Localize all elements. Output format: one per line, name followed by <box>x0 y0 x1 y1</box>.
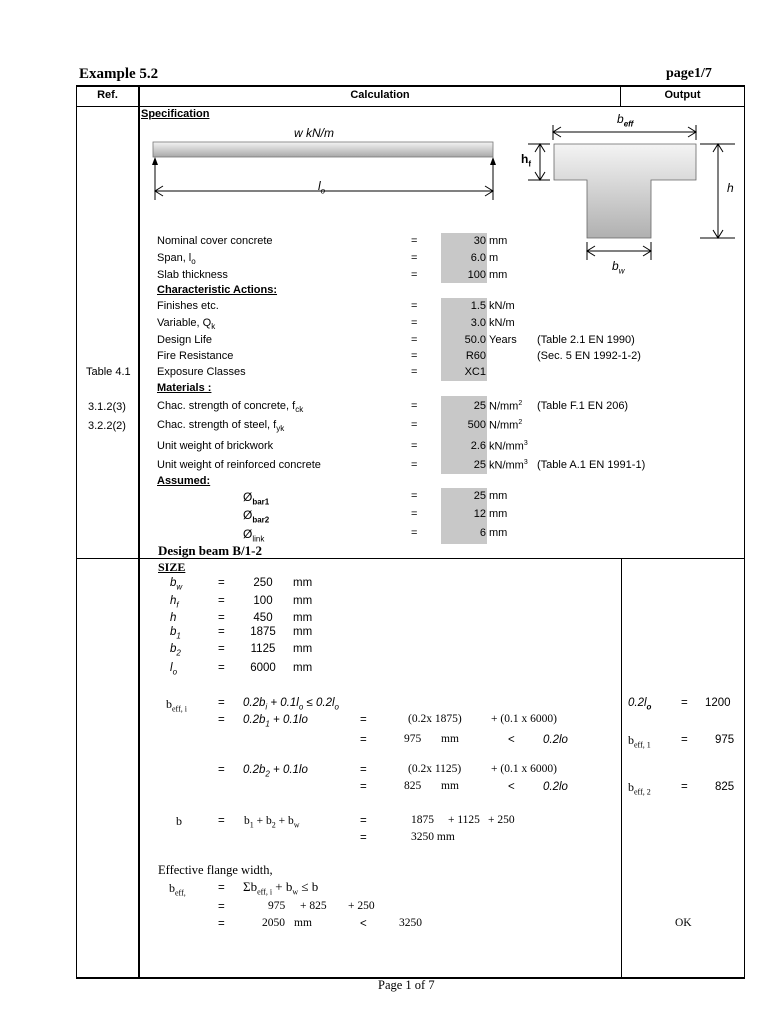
page-indicator: page1/7 <box>666 66 712 81</box>
bw-label: $b_w$ <box>612 259 625 276</box>
beff1-subst2: + (0.1 x 6000) <box>491 713 557 725</box>
param-value: 1.5 <box>470 300 486 312</box>
param-eq: = <box>411 252 418 264</box>
size-eq: = <box>218 662 225 674</box>
bar-unit: mm <box>489 508 508 520</box>
beff-result: 2050 <box>262 917 285 929</box>
param-eq: = <box>411 400 418 412</box>
param-eq: = <box>411 440 418 452</box>
out-beff1-val: 975 <box>715 734 735 746</box>
out-ok: OK <box>675 917 692 929</box>
param-unit: $kN/mm^3$ <box>489 440 528 453</box>
eq-9: = <box>360 815 367 827</box>
param-eq: = <box>411 459 418 471</box>
beff1-subst: (0.2x 1875) <box>408 713 462 725</box>
bar-value: 12 <box>473 508 486 520</box>
size-symbol: $h_f$ <box>170 595 179 610</box>
size-value: 6000 <box>250 662 276 674</box>
eq-12: = <box>218 901 225 913</box>
param-label: Fire Resistance <box>157 350 234 362</box>
param-note: (Table 2.1 EN 1990) <box>537 334 635 346</box>
output-header: Output <box>664 89 701 101</box>
eq-8: = <box>218 815 225 827</box>
size-unit: mm <box>293 577 313 589</box>
size-eq: = <box>218 595 225 607</box>
beff-formula: $\Sigma b_{eff, i} + b_w \le b$ <box>243 879 319 897</box>
out-lim-label: $0.2l_o$ <box>628 697 652 712</box>
size-symbol: h <box>170 612 177 624</box>
param-eq: = <box>411 350 418 362</box>
out-eq-1: = <box>681 697 688 709</box>
param-unit: m <box>489 252 499 264</box>
beff2-unit: mm <box>441 780 459 792</box>
out-eq-3: = <box>681 781 688 793</box>
eq-7: = <box>360 781 367 793</box>
bar-eq: = <box>411 490 418 502</box>
param-eq: = <box>411 300 418 312</box>
span-label: $l_o$ <box>318 179 326 196</box>
spec-heading: Specification <box>141 108 210 120</box>
size-value: 450 <box>253 612 273 624</box>
bar-eq: = <box>411 527 418 539</box>
param-note: (Sec. 5 EN 1992-1-2) <box>537 350 641 362</box>
param-label: Finishes etc. <box>157 300 219 312</box>
eq-13: = <box>218 918 225 930</box>
size-eq: = <box>218 577 225 589</box>
out-eq-2: = <box>681 734 688 746</box>
ref-header: Ref. <box>97 89 118 101</box>
lt-3: < <box>360 918 367 930</box>
param-note: (Table A.1 EN 1991-1) <box>537 459 646 471</box>
size-symbol: $b_1$ <box>170 626 181 641</box>
page-footer: Page 1 of 7 <box>378 978 435 992</box>
beff-result-unit: mm <box>294 917 312 929</box>
param-value: XC1 <box>464 366 486 378</box>
size-symbol: $l_o$ <box>170 662 178 677</box>
param-eq: = <box>411 334 418 346</box>
param-value: 25 <box>473 400 486 412</box>
out-beff1-label: $b_{eff, 1}$ <box>628 733 651 750</box>
param-label: Nominal cover concrete <box>157 235 273 247</box>
b-subst3: + 250 <box>488 814 515 826</box>
param-value: 6.0 <box>470 252 486 264</box>
beff-compare: 3250 <box>399 917 422 929</box>
t-section-diagram <box>520 110 750 265</box>
eq-6: = <box>360 764 367 776</box>
h-label: h <box>727 181 734 195</box>
beff-sum3: + 250 <box>348 900 375 912</box>
size-value: 100 <box>253 595 273 607</box>
eq-5: = <box>218 764 225 776</box>
beff-sum2: + 825 <box>300 900 327 912</box>
param-label: Slab thickness <box>157 269 228 281</box>
size-heading: SIZE <box>158 560 186 574</box>
hf-label: $h_f$ <box>521 152 532 169</box>
param-note: (Table F.1 EN 206) <box>537 400 629 412</box>
load-label: w kN/m <box>294 126 334 140</box>
param-label: Design Life <box>157 334 213 346</box>
ref-3-2-2: 3.2.2(2) <box>88 420 126 432</box>
out-beff2-val: 825 <box>715 781 735 793</box>
bar-eq: = <box>411 508 418 520</box>
size-symbol: $b_2$ <box>170 643 181 658</box>
ref-3-1-2: 3.1.2(3) <box>88 401 126 413</box>
eq-1: = <box>218 697 225 709</box>
actions-heading: Characteristic Actions: <box>157 284 278 296</box>
param-value: 2.6 <box>470 440 486 452</box>
beff-label-calc: $b_{eff,}$ <box>169 881 186 898</box>
param-value: 100 <box>467 269 486 281</box>
size-eq: = <box>218 612 225 624</box>
b-result: 3250 mm <box>411 831 455 843</box>
param-eq: = <box>411 235 418 247</box>
beffi-formula: $0.2b_i + 0.1l_o \le 0.2l_o$ <box>243 697 339 712</box>
param-eq: = <box>411 366 418 378</box>
size-value: 1125 <box>250 643 276 655</box>
eff-heading: Effective flange width, <box>158 863 273 877</box>
param-unit: mm <box>489 235 508 247</box>
param-label: Span, $l_o$ <box>157 252 196 267</box>
beff1-result: 975 <box>404 733 422 745</box>
size-unit: mm <box>293 612 313 624</box>
size-unit: mm <box>293 643 313 655</box>
bar-value: 6 <box>479 527 486 539</box>
param-label: Unit weight of reinforced concrete <box>157 459 321 471</box>
lim-2: 0.2lo <box>543 781 568 793</box>
out-lim-val: 1200 <box>705 697 731 709</box>
param-value: 25 <box>473 459 486 471</box>
size-value: 1875 <box>250 626 276 638</box>
b-label: b <box>176 814 182 828</box>
param-eq: = <box>411 269 418 281</box>
eq-10: = <box>360 832 367 844</box>
beff2-subst: (0.2x 1125) <box>408 763 462 775</box>
beffi-label: $b_{eff, i}$ <box>166 697 187 714</box>
beff1-unit: mm <box>441 733 459 745</box>
beff2-subst2: + (0.1 x 6000) <box>491 763 557 775</box>
param-unit: mm <box>489 269 508 281</box>
beff2-result: 825 <box>404 780 422 792</box>
size-unit: mm <box>293 595 313 607</box>
eq-11: = <box>218 882 225 894</box>
param-unit: $N/mm^2$ <box>489 419 523 432</box>
calc-header: Calculation <box>350 89 410 101</box>
param-unit: $N/mm^2$ <box>489 400 523 413</box>
param-unit: Years <box>489 334 517 346</box>
design-beam-title: Design beam B/1-2 <box>158 543 262 558</box>
param-eq: = <box>411 317 418 329</box>
assumed-heading: Assumed: <box>157 475 211 487</box>
lim-1: 0.2lo <box>543 734 568 746</box>
size-value: 250 <box>253 577 273 589</box>
b-subst2: + 1125 <box>448 814 480 826</box>
ref-table-4-1: Table 4.1 <box>86 366 131 378</box>
param-unit: kN/m <box>489 317 515 329</box>
param-eq: = <box>411 419 418 431</box>
example-title: Example 5.2 <box>79 66 159 82</box>
b-subst1: 1875 <box>411 814 434 826</box>
out-beff2-label: $b_{eff, 2}$ <box>628 780 651 797</box>
size-unit: mm <box>293 662 313 674</box>
param-value: R60 <box>465 350 486 362</box>
eq-2: = <box>218 714 225 726</box>
eq-4: = <box>360 734 367 746</box>
bar-symbol: $Ø_{bar2}$ <box>243 508 270 525</box>
param-value: 30 <box>473 235 486 247</box>
param-label: Chac. strength of steel, $f_{yk}$ <box>157 419 285 434</box>
beff-sum1: 975 <box>268 900 286 912</box>
lt-1: < <box>508 734 515 746</box>
param-unit: $kN/mm^3$ <box>489 459 528 472</box>
eq-3: = <box>360 714 367 726</box>
bar-unit: mm <box>489 527 508 539</box>
beff2-formula: $0.2b_2 + 0.1lo$ <box>243 764 308 779</box>
param-label: Exposure Classes <box>157 366 246 378</box>
size-eq: = <box>218 643 225 655</box>
bar-symbol: $Ø_{bar1}$ <box>243 490 270 507</box>
bar-unit: mm <box>489 490 508 502</box>
param-label: Chac. strength of concrete, $f_{ck}$ <box>157 400 304 415</box>
param-label: Unit weight of brickwork <box>157 440 274 452</box>
beff1-formula: $0.2b_1 + 0.1lo$ <box>243 714 308 729</box>
param-unit: kN/m <box>489 300 515 312</box>
size-unit: mm <box>293 626 313 638</box>
materials-heading: Materials : <box>157 382 212 394</box>
param-value: 50.0 <box>464 334 486 346</box>
size-symbol: $b_w$ <box>170 577 183 592</box>
param-label: Variable, $Q_k$ <box>157 317 216 332</box>
param-value: 3.0 <box>470 317 486 329</box>
param-value: 500 <box>467 419 486 431</box>
beff-label: $b_{eff}$ <box>617 112 634 129</box>
lt-2: < <box>508 781 515 793</box>
bar-value: 25 <box>473 490 486 502</box>
b-formula: $b_1 + b_2 + b_w$ <box>244 815 300 830</box>
bar-symbol: $Ø_{link}$ <box>243 527 265 544</box>
size-eq: = <box>218 626 225 638</box>
